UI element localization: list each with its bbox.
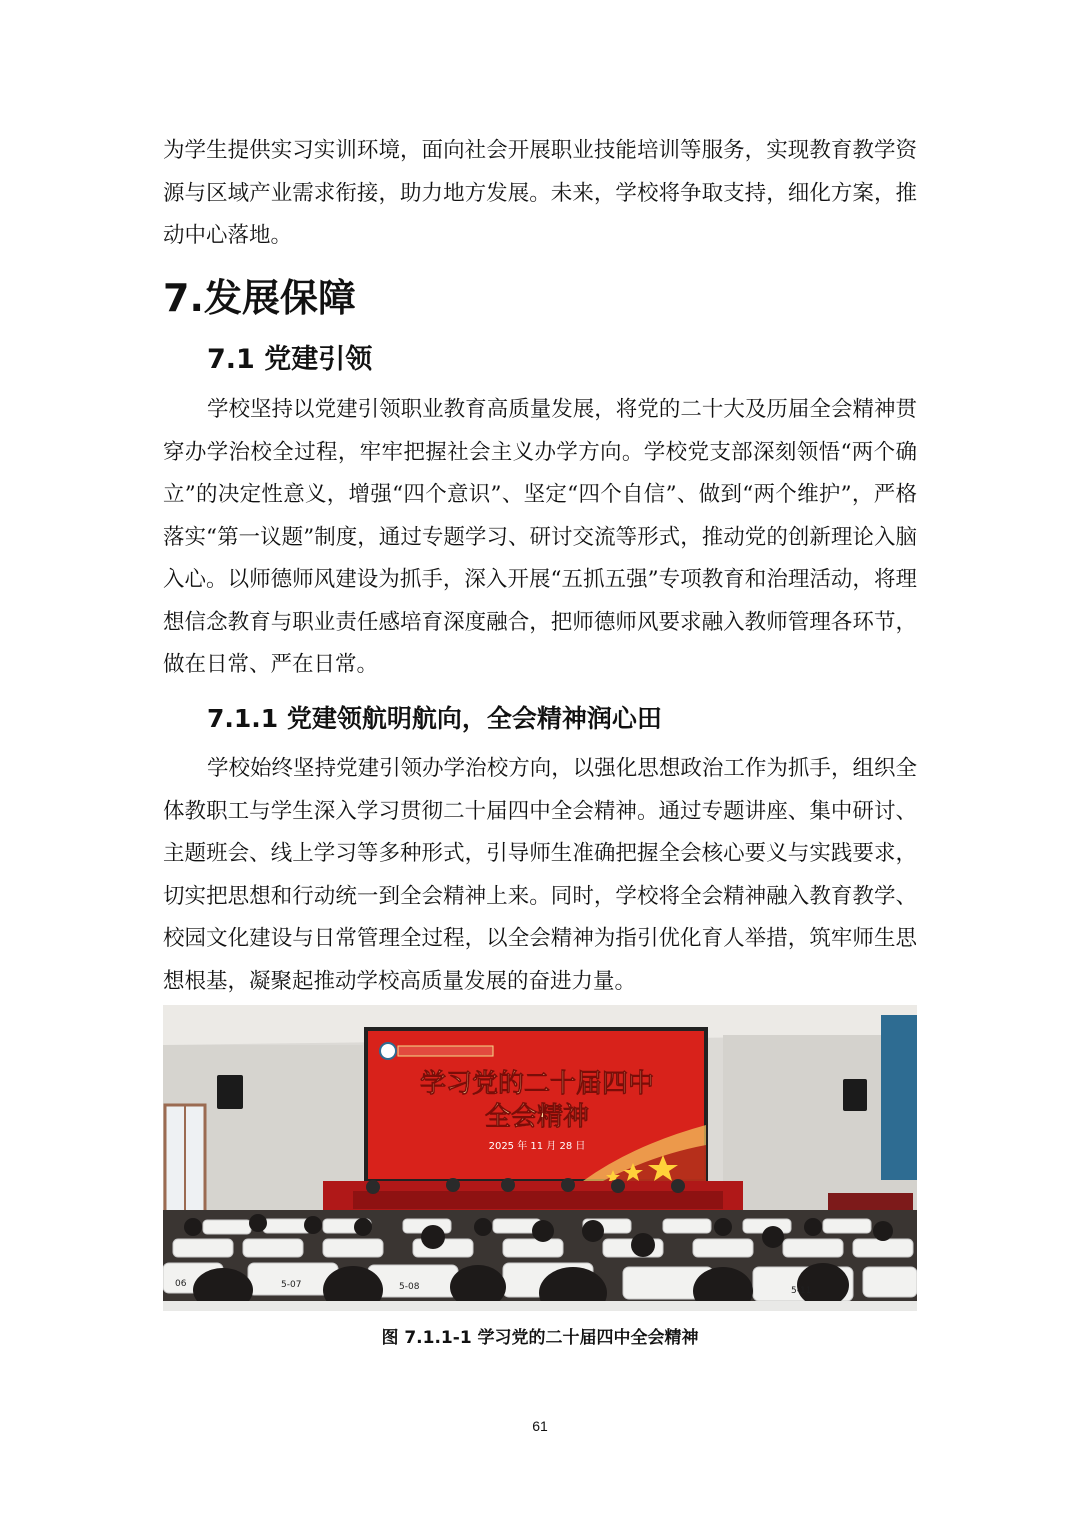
paragraph-7-1-1: 学校始终坚持党建引领办学治校方向，以强化思想政治工作为抓手，组织全体教职工与学生深入学习贯彻二十届四中全会精神。通过专题讲座、集中研讨、主题班会、线上学习等多种形式，引导师生准确把握全会核心要义与实践要求，切实把思想和行动统一到全会精神上来。同时，学校将全会精神融入教育教学、校园文化建设与日常管理全过程，以全会精神为指引优化育人举措，筑牢师生思想根基，凝聚起推动学校高质量发展的奋进力量。: [163, 756, 917, 994]
speaker-right: [843, 1079, 867, 1111]
seat-label-3: 5-08: [399, 1282, 420, 1292]
speaker-left: [217, 1075, 243, 1109]
seat-label-1: 06: [175, 1279, 187, 1289]
subsection-heading-7-1-1: 7.1.1 党建领航明航向，全会精神润心田: [207, 704, 662, 733]
figure-caption: 图 7.1.1-1 学习党的二十届四中全会精神: [381, 1328, 699, 1348]
screen-title-line1: 学习党的二十届四中: [419, 1069, 655, 1099]
subsection-heading-7-1: 7.1 党建引领: [207, 344, 373, 375]
screen-title-line2: 全会精神: [484, 1102, 590, 1132]
meeting-photo: [163, 1005, 917, 1311]
seat-label-2: 5-07: [281, 1280, 302, 1290]
seat-label-4: 5-11: [791, 1286, 812, 1296]
page-number: 61: [532, 1418, 548, 1434]
paragraph-7-1: 学校坚持以党建引领职业教育高质量发展，将党的二十大及历届全会精神贯穿办学治校全过程，牢牢把握社会主义办学方向。学校党支部深刻领悟“两个确立”的决定性意义，增强“四个意识”、坚定“四个自信”、做到“两个维护”，严格落实“第一议题”制度，通过专题学习、研讨交流等形式，推动党的创新理论入脑入心。以师德师风建设为抓手，深入开展“五抓五强”专项教育和治理活动，将理想信念教育与职业责任感培育深度融合，把师德师风要求融入教师管理各环节，做在日常、严在日常。: [163, 397, 917, 677]
intro-paragraph: 为学生提供实习实训环境，面向社会开展职业技能培训等服务，实现教育教学资源与区域产业需求衔接，助力地方发展。未来，学校将争取支持，细化方案，推动中心落地。: [163, 138, 917, 248]
section-heading-7: 7.发展保障: [163, 276, 356, 320]
screen-date: 2025 年 11 月 28 日: [488, 1141, 586, 1152]
school-emblem-icon: [380, 1043, 396, 1059]
